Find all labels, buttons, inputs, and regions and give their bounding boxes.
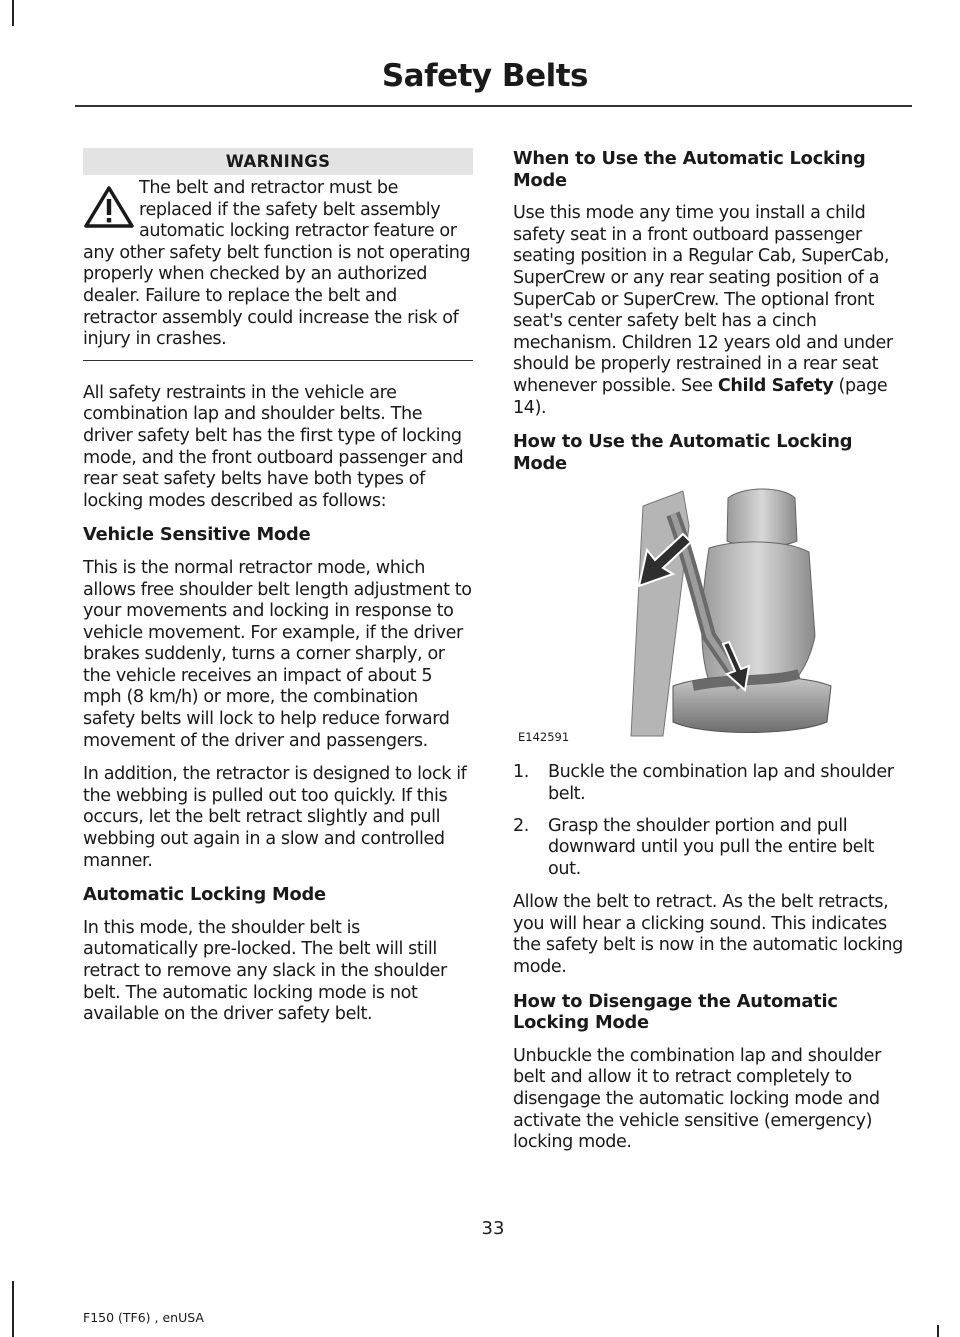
figure-code: E142591 [518,730,570,745]
warning-body [83,178,473,361]
warning-heading: WARNINGS [83,148,473,175]
disengage-paragraph: Unbuckle the combination lap and shoulder belt and allow it to retract completely to disengage the automatic locking mode and activate the vehicle sensitive (emergency) locking mode. [513,1045,881,1153]
vehicle-sensitive-mode-paragraph: This is the normal retractor mode, which allows free shoulder belt length adjustment to your movements and locking in response to vehicle movement. For example, if the driver brakes suddenly, turns a corner sharply, or the vehicle receives an impact of about 5 mph (8 km/h) or more, the combination safety belts will lock to help reduce forward movement of the driver and passengers. [83,557,472,751]
warning-text: The belt and retractor must be replaced if the safety belt assembly automatic locking retractor feature or any other safety belt function is not operating properly when checked by an authorized dealer. Failure to replace the belt and retractor assembly could increase the risk of injury in crashes. [83,178,471,350]
vehicle-sensitive-mode-heading: Vehicle Sensitive Mode [83,524,311,546]
warning-triangle-icon [83,184,135,230]
how-to-use-heading: How to Use the Automatic Locking Mode [513,431,853,474]
document-code: F150 (TF6) , enUSA [83,1310,204,1325]
seat-belt-illustration [513,486,907,746]
step-text: Buckle the combination lap and shoulder belt. [548,762,894,804]
list-item [513,762,907,805]
child-safety-link[interactable]: Child Safety [717,375,834,396]
right-column [513,148,907,1166]
automatic-locking-mode-paragraph: In this mode, the shoulder belt is automatically pre-locked. The belt will still retract to remove any slack in the shoulder belt. The automatic locking mode is not available on the driver safety belt. [83,917,447,1025]
allow-retract-paragraph: Allow the belt to retract. As the belt retracts, you will hear a clicking sound. This indicates the safety belt is now in the automatic locking mode. [513,892,903,978]
crop-mark-top-left [12,0,14,26]
intro-paragraph: All safety restraints in the vehicle are combination lap and shoulder belts. The driver safety belt has the first type of locking mode, and the front outboard passenger and rear seat safety belts have both types of locking modes described as follows: [83,382,464,511]
page-reference: (page 14). [513,375,888,418]
retractor-lock-paragraph: In addition, the retractor is designed to lock if the webbing is pulled out too quickly. If this occurs, let the belt retract slightly and pull webbing out again in a slow and controlled manner. [83,764,467,871]
warning-box [83,148,473,361]
automatic-locking-mode-heading: Automatic Locking Mode [83,884,326,906]
page-number: 33 [481,1218,505,1239]
steps-list [513,762,907,880]
crop-mark-bottom-left [12,1281,14,1337]
when-to-use-paragraph [513,203,907,419]
left-column [83,148,473,1038]
when-to-use-text: Use this mode any time you install a child safety seat in a front outboard passenger seating position in a Regular Cab, SuperCab, SuperCrew or any rear seating position of a SuperCab or SuperCrew. The optional front seat's center safety belt has a cinch mechanism. Children 12 years old and under should be properly restrained in a rear seat whenever possible. See [513,203,893,396]
header-rule [75,105,912,107]
page-title: Safety Belts [381,58,588,94]
step-number: 2. [513,815,529,836]
crop-mark-bottom-right [937,1325,939,1337]
seat-illustration [513,486,907,746]
when-to-use-heading: When to Use the Automatic Locking Mode [513,148,866,191]
step-text: Grasp the shoulder portion and pull downward until you pull the entire belt out. [548,815,875,879]
step-number: 1. [513,762,529,783]
disengage-heading: How to Disengage the Automatic Locking Mode [513,990,838,1034]
list-item [513,816,907,881]
